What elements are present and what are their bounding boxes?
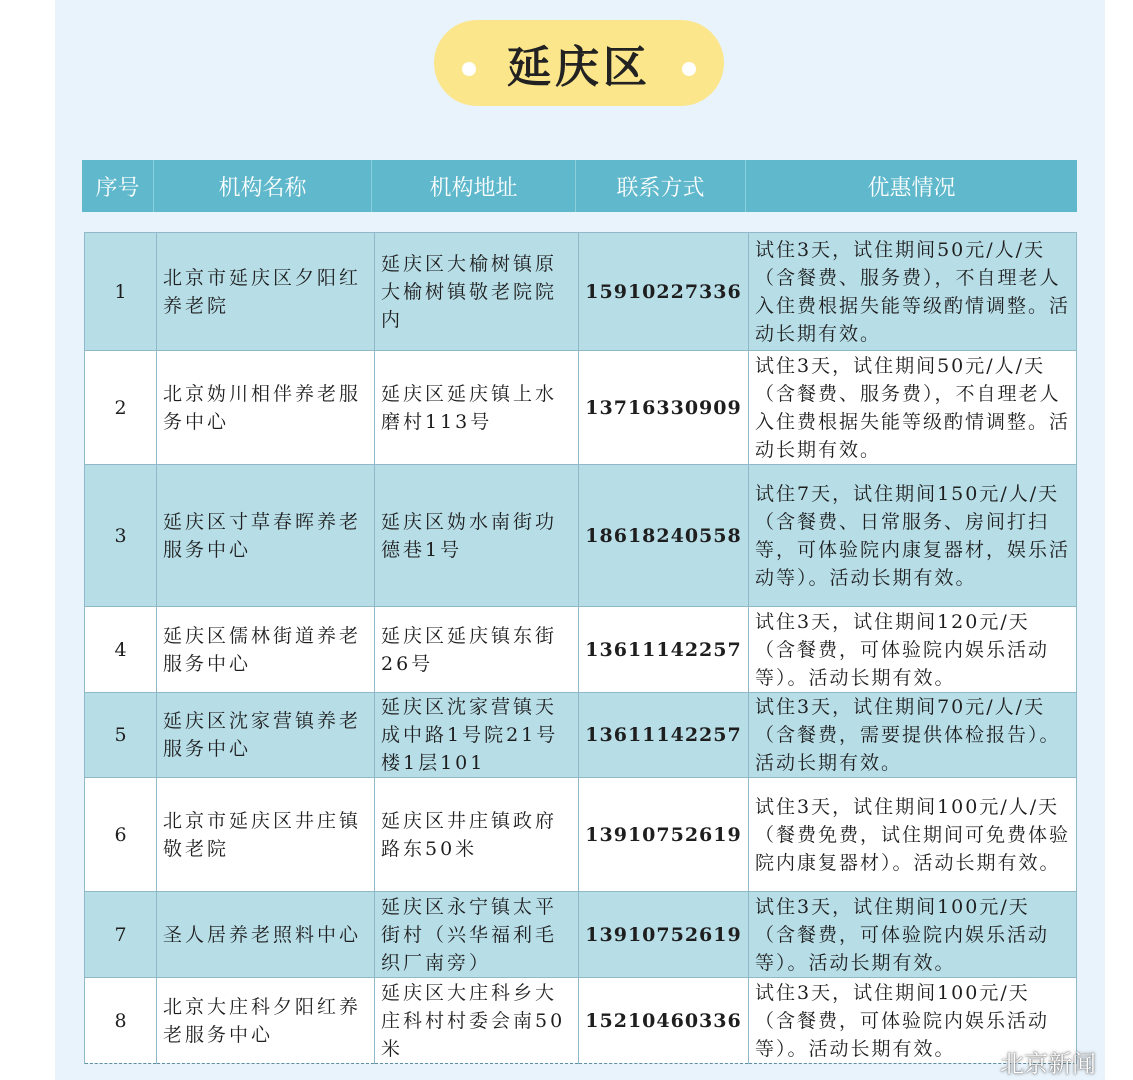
row-address: 延庆区井庄镇政府路东50米 (375, 778, 579, 892)
row-phone: 13716330909 (579, 351, 749, 465)
table-row (85, 693, 1077, 778)
district-title: 延庆区 (507, 42, 651, 93)
row-index: 1 (85, 233, 157, 351)
row-name: 北京市延庆区井庄镇敬老院 (157, 778, 375, 892)
row-name: 延庆区寸草春晖养老服务中心 (157, 465, 375, 607)
row-phone: 18618240558 (579, 465, 749, 607)
row-index: 2 (85, 351, 157, 465)
row-name: 北京妫川相伴养老服务中心 (157, 351, 375, 465)
row-address: 延庆区延庆镇东街26号 (375, 607, 579, 693)
table-header (82, 160, 1077, 212)
table-row (85, 351, 1077, 465)
row-phone: 13910752619 (579, 892, 749, 978)
institution-table (84, 232, 1077, 1064)
dot-left-icon (462, 62, 476, 76)
table-row (85, 978, 1077, 1064)
row-index: 3 (85, 465, 157, 607)
source-watermark: 北京新闻 (1000, 1050, 1096, 1078)
row-phone: 13611142257 (579, 693, 749, 778)
row-index: 5 (85, 693, 157, 778)
row-name: 延庆区儒林街道养老服务中心 (157, 607, 375, 693)
row-address: 延庆区延庆镇上水磨村113号 (375, 351, 579, 465)
row-index: 7 (85, 892, 157, 978)
row-name: 北京大庄科夕阳红养老服务中心 (157, 978, 375, 1064)
row-address: 延庆区妫水南街功德巷1号 (375, 465, 579, 607)
row-phone: 15210460336 (579, 978, 749, 1064)
row-name: 北京市延庆区夕阳红养老院 (157, 233, 375, 351)
row-address: 延庆区大榆树镇原大榆树镇敬老院院内 (375, 233, 579, 351)
district-title-badge (434, 20, 724, 106)
row-address: 延庆区大庄科乡大庄科村村委会南50米 (375, 978, 579, 1064)
row-offer: 试住3天，试住期间50元/人/天（含餐费、服务费），不自理老人入住费根据失能等级酌情调整。活动长期有效。 (749, 351, 1077, 465)
row-phone: 13910752619 (579, 778, 749, 892)
row-index: 8 (85, 978, 157, 1064)
row-phone: 15910227336 (579, 233, 749, 351)
row-offer: 试住3天，试住期间50元/人/天（含餐费、服务费），不自理老人入住费根据失能等级酌情调整。活动长期有效。 (749, 233, 1077, 351)
row-name: 圣人居养老照料中心 (157, 892, 375, 978)
dot-right-icon (682, 62, 696, 76)
table-row (85, 892, 1077, 978)
header-name: 机构名称 (154, 160, 372, 212)
row-offer: 试住3天，试住期间100元/天（含餐费，可体验院内娱乐活动等）。活动长期有效。 (749, 892, 1077, 978)
table-row (85, 465, 1077, 607)
header-index: 序号 (82, 160, 154, 212)
header-offer: 优惠情况 (867, 175, 956, 201)
header-contact: 联系方式 (576, 160, 746, 212)
row-offer: 试住3天，试住期间70元/人/天（含餐费，需要提供体检报告）。活动长期有效。 (749, 693, 1077, 778)
row-offer: 试住3天，试住期间100元/天（含餐费，可体验院内娱乐活动等）。活动长期有效。 (749, 978, 1077, 1064)
row-name: 延庆区沈家营镇养老服务中心 (157, 693, 375, 778)
row-phone: 13611142257 (579, 607, 749, 693)
header-address: 机构地址 (372, 160, 576, 212)
row-offer: 试住3天，试住期间100元/人/天（餐费免费，试住期间可免费体验院内康复器材）。活动长期有效。 (749, 778, 1077, 892)
row-offer: 试住7天，试住期间150元/人/天（含餐费、日常服务、房间打扫等，可体验院内康复器材，娱乐活动等）。活动长期有效。 (749, 465, 1077, 607)
table-row (85, 778, 1077, 892)
row-address: 延庆区永宁镇太平街村（兴华福利毛织厂南旁） (375, 892, 579, 978)
table-row (85, 607, 1077, 693)
table-row (85, 233, 1077, 351)
row-address: 延庆区沈家营镇天成中路1号院21号楼1层101 (375, 693, 579, 778)
row-offer: 试住3天，试住期间120元/天（含餐费，可体验院内娱乐活动等）。活动长期有效。 (749, 607, 1077, 693)
row-index: 6 (85, 778, 157, 892)
row-index: 4 (85, 607, 157, 693)
